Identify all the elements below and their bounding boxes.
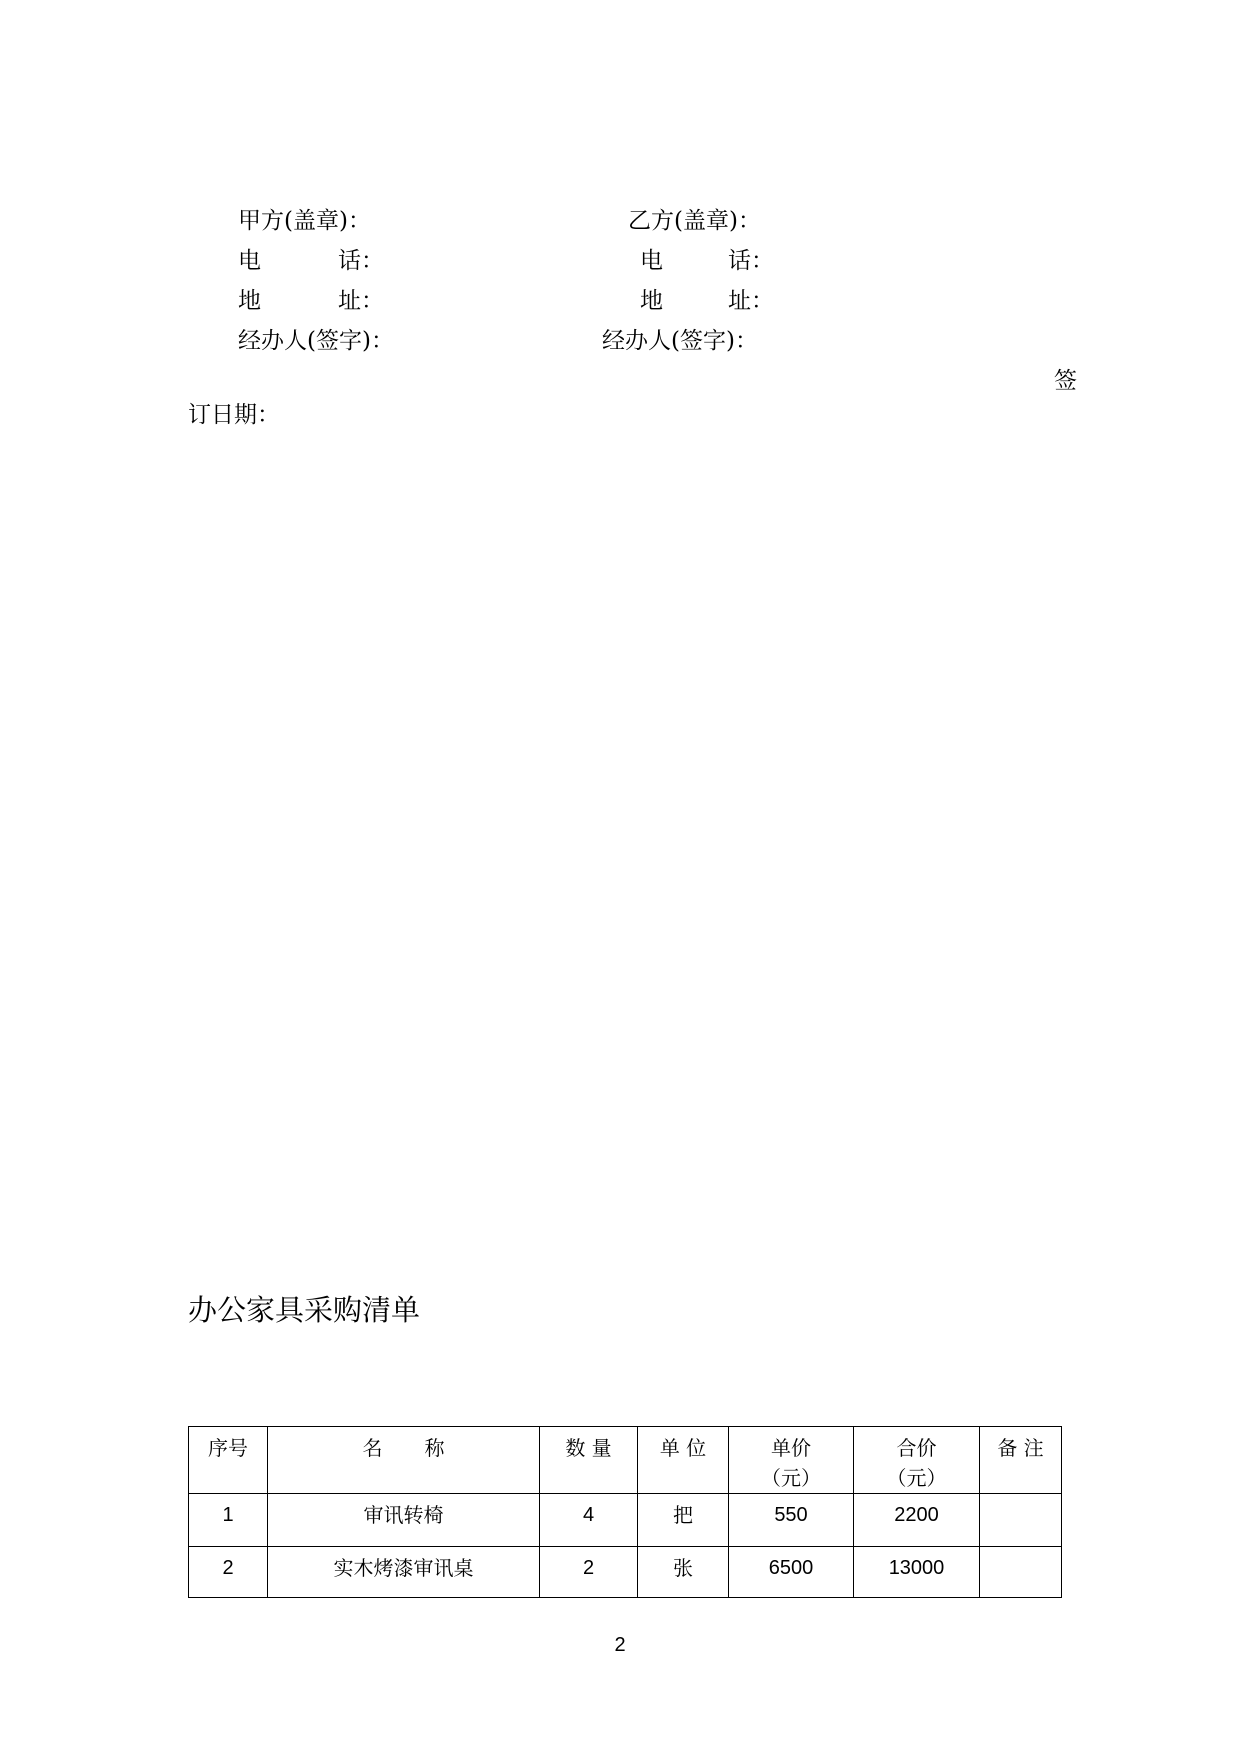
cell-unit: 张	[638, 1547, 729, 1598]
cell-total-price: 13000	[854, 1547, 980, 1598]
cell-name: 实木烤漆审讯桌	[268, 1547, 540, 1598]
table-row	[189, 1547, 1062, 1598]
header-name-char-2: 称	[424, 1436, 445, 1460]
header-total-price	[854, 1427, 980, 1494]
cell-unit: 把	[638, 1494, 729, 1547]
party-b-seal-label: 乙方(盖章)：	[628, 208, 761, 234]
cell-unit-price: 550	[729, 1494, 854, 1547]
header-name	[268, 1427, 540, 1494]
header-quantity: 数 量	[540, 1427, 638, 1494]
table-header-row	[189, 1427, 1062, 1494]
party-b-phone-label-1: 电	[640, 248, 663, 274]
header-total-price-line-2: （元）	[886, 1466, 947, 1490]
party-a-agent-label: 经办人(签字)：	[238, 328, 394, 354]
cell-remark	[980, 1494, 1062, 1547]
header-name-char-1: 名	[362, 1436, 383, 1460]
party-a-seal-label: 甲方(盖章)：	[238, 208, 371, 234]
header-unit-price-line-1: 单价	[771, 1436, 811, 1460]
party-b-agent-label: 经办人(签字)：	[602, 328, 758, 354]
header-total-price-line-1: 合价	[896, 1436, 937, 1460]
header-unit-price	[729, 1427, 854, 1494]
header-unit-price-line-2: （元）	[761, 1466, 821, 1490]
sign-date-label-part-1: 签	[1054, 368, 1077, 394]
cell-name: 审讯转椅	[268, 1494, 540, 1547]
purchase-list-title: 办公家具采购清单	[188, 1293, 421, 1327]
purchase-table	[188, 1426, 1062, 1598]
cell-quantity: 4	[540, 1494, 638, 1547]
cell-index: 1	[189, 1494, 268, 1547]
party-b-phone-label-2: 话：	[728, 248, 774, 274]
header-index: 序号	[189, 1427, 268, 1494]
page-number: 2	[614, 1634, 626, 1656]
party-a-phone-label-2: 话：	[338, 248, 384, 274]
cell-remark	[980, 1547, 1062, 1598]
party-b-address-label-2: 址：	[728, 288, 774, 314]
sign-date-label-part-2: 订日期：	[188, 402, 280, 428]
party-a-phone-label-1: 电	[238, 248, 261, 274]
cell-total-price: 2200	[854, 1494, 980, 1547]
party-a-address-label-2: 址：	[338, 288, 384, 314]
header-unit: 单 位	[638, 1427, 729, 1494]
cell-index: 2	[189, 1547, 268, 1598]
cell-unit-price: 6500	[729, 1547, 854, 1598]
header-remark: 备 注	[980, 1427, 1062, 1494]
table-row	[189, 1494, 1062, 1547]
cell-quantity: 2	[540, 1547, 638, 1598]
party-a-address-label-1: 地	[238, 288, 261, 314]
party-b-address-label-1: 地	[640, 288, 663, 314]
